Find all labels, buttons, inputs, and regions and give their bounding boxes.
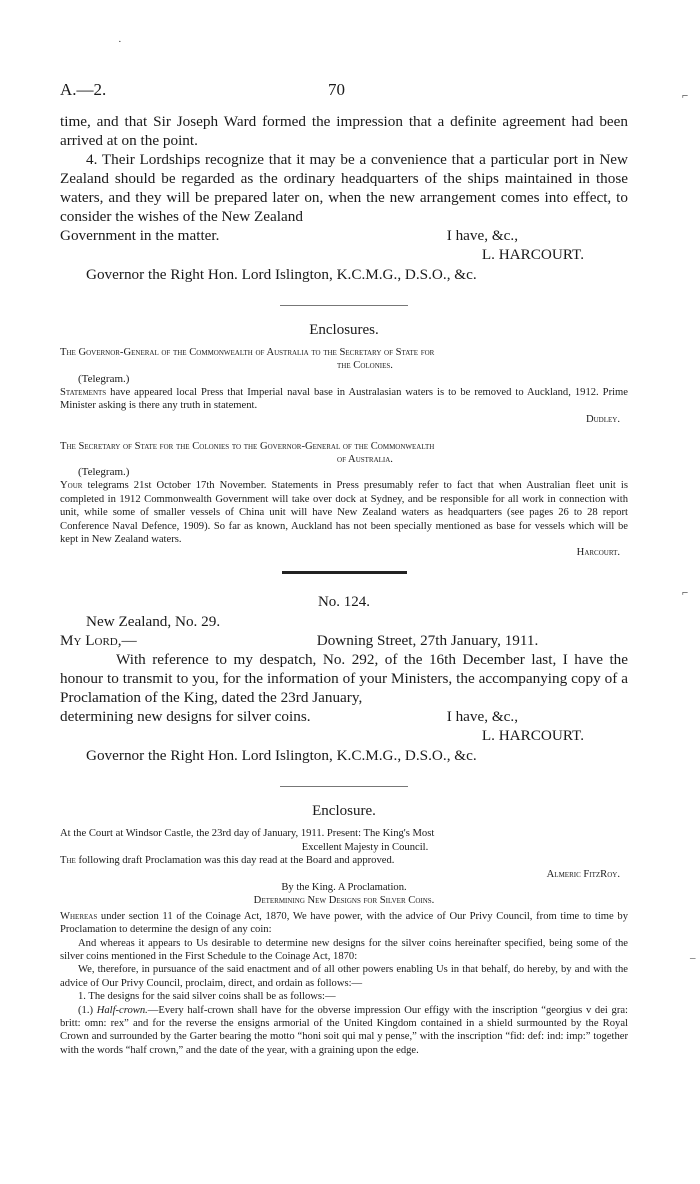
letter1-closing-right: I have, &c., [446,227,518,244]
we-therefore-paragraph: We, therefore, in pursuance of the said enactment and of all other powers enabling Us in that behalf, do hereby, by and with the advice of Our Privy Council, proclaim, direct, and ordain as follows:— [60,964,628,989]
letter2-salutation: My Lord,— [60,632,137,650]
enclosure2-text [60,479,628,546]
letter2-closing-left: determining new designs for silver coins. [60,708,311,726]
letter1-closing [60,226,628,245]
letter1-paragraph-2: 4. Their Lordships recognize that it may be a convenience that a particular port in New Zealand should be regarded as the ordinary headquarters of the ships maintained in those waters, and they will be prepared later on, when the new arrangement comes into effect, to consider the wishes of the New Zealand [60,151,628,225]
proclamation-title: Determining New Designs for Silver Coins. [253,894,435,906]
proclamation-by-king: By the King. A Proclamation. [281,881,407,893]
enclosure1-heading-line1: The Governor-General of the Commonwealth of Australia to the Secretary of State for [60,347,435,358]
letter1-paragraph-1: time, and that Sir Joseph Ward formed the impression that a definite agreement had been arrived at on the point. [60,113,628,149]
clause-1: 1. The designs for the said silver coins shall be as follows:— [78,991,336,1003]
enclosure2-lead: Your [60,480,83,492]
letter2-body: With reference to my despatch, No. 292, of the 16th December last, I have the honour to transmit to you, for the information of your Ministers, the accompanying copy of a Proclamation of the King, dated the 23rd January, [60,651,628,707]
enclosure2-heading [60,440,628,467]
page-header [60,80,630,104]
enclosure2-heading-line2: of Australia. [337,454,393,466]
page-number: 70 [328,80,345,99]
court-heading [60,827,628,854]
enclosure2-telegram-label: (Telegram.) [78,466,130,479]
letter2-closing-right: I have, &c., [446,708,518,726]
court-heading-line1: At the Court at Windsor Castle, the 23rd day of January, 1911. Present: The King's Most [60,828,435,840]
enclosure-heading: Enclosure. [312,803,376,820]
enclosures-heading: Enclosures. [309,322,379,338]
whereas-lead: Whereas [60,910,98,922]
draft-text: following draft Proclamation was this day read at the Board and approved. [75,855,395,867]
letter1-signature: L. HARCOURT. [481,246,584,263]
letter2-signature: L. HARCOURT. [481,727,584,745]
clause-1-1-title: Half-crown. [96,1004,148,1016]
letter2-address: Governor the Right Hon. Lord Islington, K.C.M.G., D.S.O., &c. [86,747,477,765]
letter2-closing [60,707,628,726]
draft-signature: Almeric FitzRoy. [546,868,620,880]
scan-edge-mark-icon: – [690,952,696,964]
whereas-paragraph [60,910,628,937]
clause-1-1-number: (1.) [78,1004,94,1016]
enclosure1-signature: Dudley. [585,413,620,425]
letter2-date: Downing Street, 27th January, 1911. [316,632,539,650]
enclosure2-heading-line1: The Secretary of State for the Colonies to the Governor-General of the Commonwealth [60,440,435,452]
scan-edge-mark-icon: ⌐ [682,90,689,102]
enclosure1-lead: Statements [60,386,107,398]
scan-dot-mark-icon: · [118,36,122,48]
letter2-heading: No. 124. [317,594,371,611]
enclosure2-body: telegrams 21st October 17th November. Statements in Press presumably refer to fact that when Australian fleet unit is completed in 1912 Commonwealth Government will take over dock at Sydney, and be responsible for all work in connection with unit, while some of smaller vessels of China unit will have New Zealand waters as headquarters (see pages 26 to 28 report Conference Naval Defence, 1909). So far as known, Auckland has not been specially mentioned as base for vessels which will be kept in New Zealand waters. [60,480,628,546]
page-reference: A.—2. [60,80,107,99]
draft-lead: The [60,855,76,867]
enclosure1-heading-line2: the Colonies. [337,360,393,372]
page-body [60,112,628,1057]
enclosure1-heading [60,346,628,373]
scan-edge-mark-icon: ⌐ [682,587,689,599]
court-heading-line2: Excellent Majesty in Council. [301,841,429,853]
letter2-from: New Zealand, No. 29. [86,613,221,631]
enclosure1-body: have appeared local Press that Imperial naval base in Australasian waters is to be removed to Auckland, 1912. Prime Minister asking is there any truth in statement. [60,386,628,412]
letter2-dateline [60,631,628,650]
andwhereas-paragraph: And whereas it appears to Us desirable to determine new designs for the silver coins hereinafter specified, being some of the silver coins mentioned in the First Schedule to the Coinage Act, 1870: [60,937,628,962]
enclosure2-signature: Harcourt. [576,547,620,559]
whereas-text: under section 11 of the Coinage Act, 1870, We have power, with the advice of Our Privy Council, from time to time by Proclamation to determine the design of any coin: [60,910,628,936]
letter1-address: Governor the Right Hon. Lord Islington, K.C.M.G., D.S.O., &c. [86,266,477,283]
enclosure1-telegram-label: (Telegram.) [78,372,130,385]
clause-1-1-text: —Every half-crown shall have for the obverse impression Our effigy with the inscription “georgius v dei gra: britt: omn: rex” and for the reverse the ensigns armorial of the United Kingdom contained in a shield surmounted by the Royal Crown and surrounded by the Garter bearing the motto “honi soit qui mal y pense,” with the inscription “fid: def: ind: imp:” together with the words “half crown,” and the date of the year, with a graining upon the edge. [60,1004,628,1056]
draft-approval [60,854,628,867]
letter1-closing-left: Government in the matter. [60,227,220,244]
enclosure1-text [60,386,628,413]
clause-1-1 [60,1004,628,1058]
